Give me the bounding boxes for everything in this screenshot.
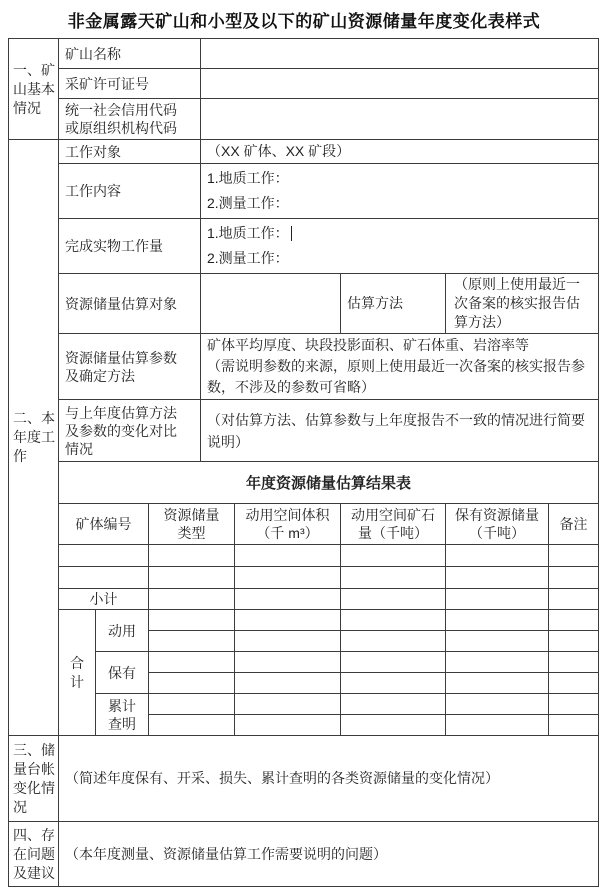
section4-label: 四、存在问题及建议 (9, 822, 59, 887)
total-cumulative-cell[interactable] (149, 715, 235, 736)
column-header-retained-reserves-text: 保有资源储量（千吨） (455, 507, 539, 541)
input-cell-work-content[interactable] (201, 164, 599, 219)
document-title: 非金属露天矿山和小型及以下的矿山资源储量年度变化表样式 (67, 12, 541, 31)
subtotal-row-cell[interactable] (149, 589, 235, 610)
subtotal-row-cell[interactable] (446, 589, 549, 610)
input-cell-completed-workload[interactable] (201, 219, 599, 274)
column-header-retained-reserves (446, 504, 549, 545)
total-retained-cell[interactable] (341, 652, 446, 673)
total-cumulative-cell[interactable] (446, 715, 549, 736)
field-label-work-target: 工作对象 (59, 140, 201, 164)
results-table-title: 年度资源储量估算结果表 (59, 462, 599, 504)
column-header-used-space-ore-text: 动用空间矿石量（千吨） (351, 507, 435, 541)
column-header-reserve-type-text: 资源储量类型 (163, 507, 220, 541)
orebody-row-cell[interactable] (149, 545, 235, 567)
column-header-used-space-volume (235, 504, 341, 545)
orebody-row-cell[interactable] (59, 545, 149, 567)
total-cumulative-cell[interactable] (446, 694, 549, 715)
estimation-method-note[interactable]: （原则上使用最近一次备案的核实报告估算方法） (446, 274, 599, 334)
input-cell-estimation-params[interactable] (201, 334, 599, 400)
subtotal-row-cell[interactable] (235, 589, 341, 610)
total-used-cell[interactable] (446, 631, 549, 652)
field-label-yearly-comparison: 与上年度估算方法及参数的变化对比情况 (59, 400, 201, 462)
field-label-credit-code: 统一社会信用代码或原组织机构代码 (59, 99, 201, 140)
total-cumulative-cell[interactable] (235, 715, 341, 736)
total-cumulative-cell[interactable] (549, 715, 599, 736)
total-retained-cell[interactable] (446, 673, 549, 694)
work-content-line2[interactable]: 2.测量工作： (207, 195, 289, 211)
orebody-row-cell[interactable] (341, 545, 446, 567)
column-header-orebody-no: 矿体编号 (59, 504, 149, 545)
estimation-params-line1[interactable]: 矿体平均厚度、块段投影面积、矿石体重、岩溶率等 (207, 337, 529, 353)
total-retained-label: 保有 (96, 652, 149, 694)
column-header-used-space-volume-text: 动用空间体积（千 m³） (245, 507, 330, 541)
completed-workload-line1[interactable] (207, 221, 592, 246)
orebody-row-cell[interactable] (549, 545, 599, 567)
total-retained-cell[interactable] (341, 673, 446, 694)
estimation-params-line2[interactable]: （需说明参数的来源，原则上使用最近一次备案的核实报告参数，不涉及的参数可省略） (207, 358, 585, 395)
total-retained-cell[interactable] (549, 652, 599, 673)
total-cumulative-cell[interactable] (549, 694, 599, 715)
total-cumulative-label: 累计查明 (96, 694, 149, 736)
orebody-row-cell[interactable] (59, 567, 149, 589)
form-table (8, 38, 599, 887)
total-cumulative-cell[interactable] (235, 694, 341, 715)
total-used-cell[interactable] (149, 610, 235, 631)
section2-label: 二、本年度工作 (9, 140, 59, 736)
orebody-row-cell[interactable] (446, 567, 549, 589)
total-used-cell[interactable] (235, 610, 341, 631)
total-label (59, 610, 96, 736)
total-used-cell[interactable] (549, 610, 599, 631)
subtotal-row-cell[interactable] (341, 589, 446, 610)
total-used-cell[interactable] (149, 631, 235, 652)
input-cell-ledger-changes[interactable]: （简述年度保有、开采、损失、累计查明的各类资源储量的变化情况） (59, 736, 599, 822)
orebody-row-cell[interactable] (235, 567, 341, 589)
work-content-line1[interactable]: 1.地质工作： (207, 170, 289, 186)
orebody-row-cell[interactable] (341, 567, 446, 589)
field-label-estimation-method: 估算方法 (341, 274, 446, 334)
total-label-text: 合计 (70, 654, 84, 690)
input-cell-estimation-target[interactable] (201, 274, 341, 334)
total-used-cell[interactable] (549, 631, 599, 652)
input-cell-credit-code[interactable] (201, 99, 599, 140)
total-used-cell[interactable] (341, 631, 446, 652)
section3-label: 三、储量台帐变化情况 (9, 736, 59, 822)
orebody-row-cell[interactable] (149, 567, 235, 589)
total-cumulative-cell[interactable] (341, 694, 446, 715)
total-used-cell[interactable] (235, 631, 341, 652)
total-used-cell[interactable] (446, 610, 549, 631)
column-header-used-space-ore (341, 504, 446, 545)
field-label-work-content: 工作内容 (59, 164, 201, 219)
text-cursor (291, 226, 292, 241)
input-cell-work-target[interactable]: （XX 矿体、XX 矿段） (201, 140, 599, 164)
field-label-estimation-params: 资源储量估算参数及确定方法 (59, 334, 201, 400)
total-cumulative-cell[interactable] (149, 694, 235, 715)
orebody-row-cell[interactable] (235, 545, 341, 567)
total-cumulative-cell[interactable] (341, 715, 446, 736)
field-label-completed-workload: 完成实物工作量 (59, 219, 201, 274)
total-retained-cell[interactable] (235, 673, 341, 694)
subtotal-label: 小计 (59, 589, 149, 610)
total-retained-cell[interactable] (149, 652, 235, 673)
field-label-estimation-target: 资源储量估算对象 (59, 274, 201, 334)
input-cell-mine-name[interactable] (201, 39, 599, 69)
column-header-reserve-type (149, 504, 235, 545)
field-label-mining-license-no: 采矿许可证号 (59, 69, 201, 99)
orebody-row-cell[interactable] (446, 545, 549, 567)
completed-workload-line1-text: 1.地质工作： (207, 225, 289, 241)
field-label-mine-name: 矿山名称 (59, 39, 201, 69)
input-cell-yearly-comparison[interactable]: （对估算方法、估算参数与上年度报告不一致的情况进行简要说明） (201, 400, 599, 462)
total-used-label: 动用 (96, 610, 149, 652)
total-retained-cell[interactable] (149, 673, 235, 694)
total-retained-cell[interactable] (549, 673, 599, 694)
section1-label: 一、矿山基本情况 (9, 39, 59, 140)
total-used-cell[interactable] (341, 610, 446, 631)
total-retained-cell[interactable] (446, 652, 549, 673)
orebody-row-cell[interactable] (549, 567, 599, 589)
input-cell-problems-suggestions[interactable]: （本年度测量、资源储量估算工作需要说明的问题） (59, 822, 599, 887)
input-cell-mining-license-no[interactable] (201, 69, 599, 99)
completed-workload-line2[interactable]: 2.测量工作： (207, 250, 289, 266)
total-retained-cell[interactable] (235, 652, 341, 673)
column-header-remarks: 备注 (549, 504, 599, 545)
subtotal-row-cell[interactable] (549, 589, 599, 610)
